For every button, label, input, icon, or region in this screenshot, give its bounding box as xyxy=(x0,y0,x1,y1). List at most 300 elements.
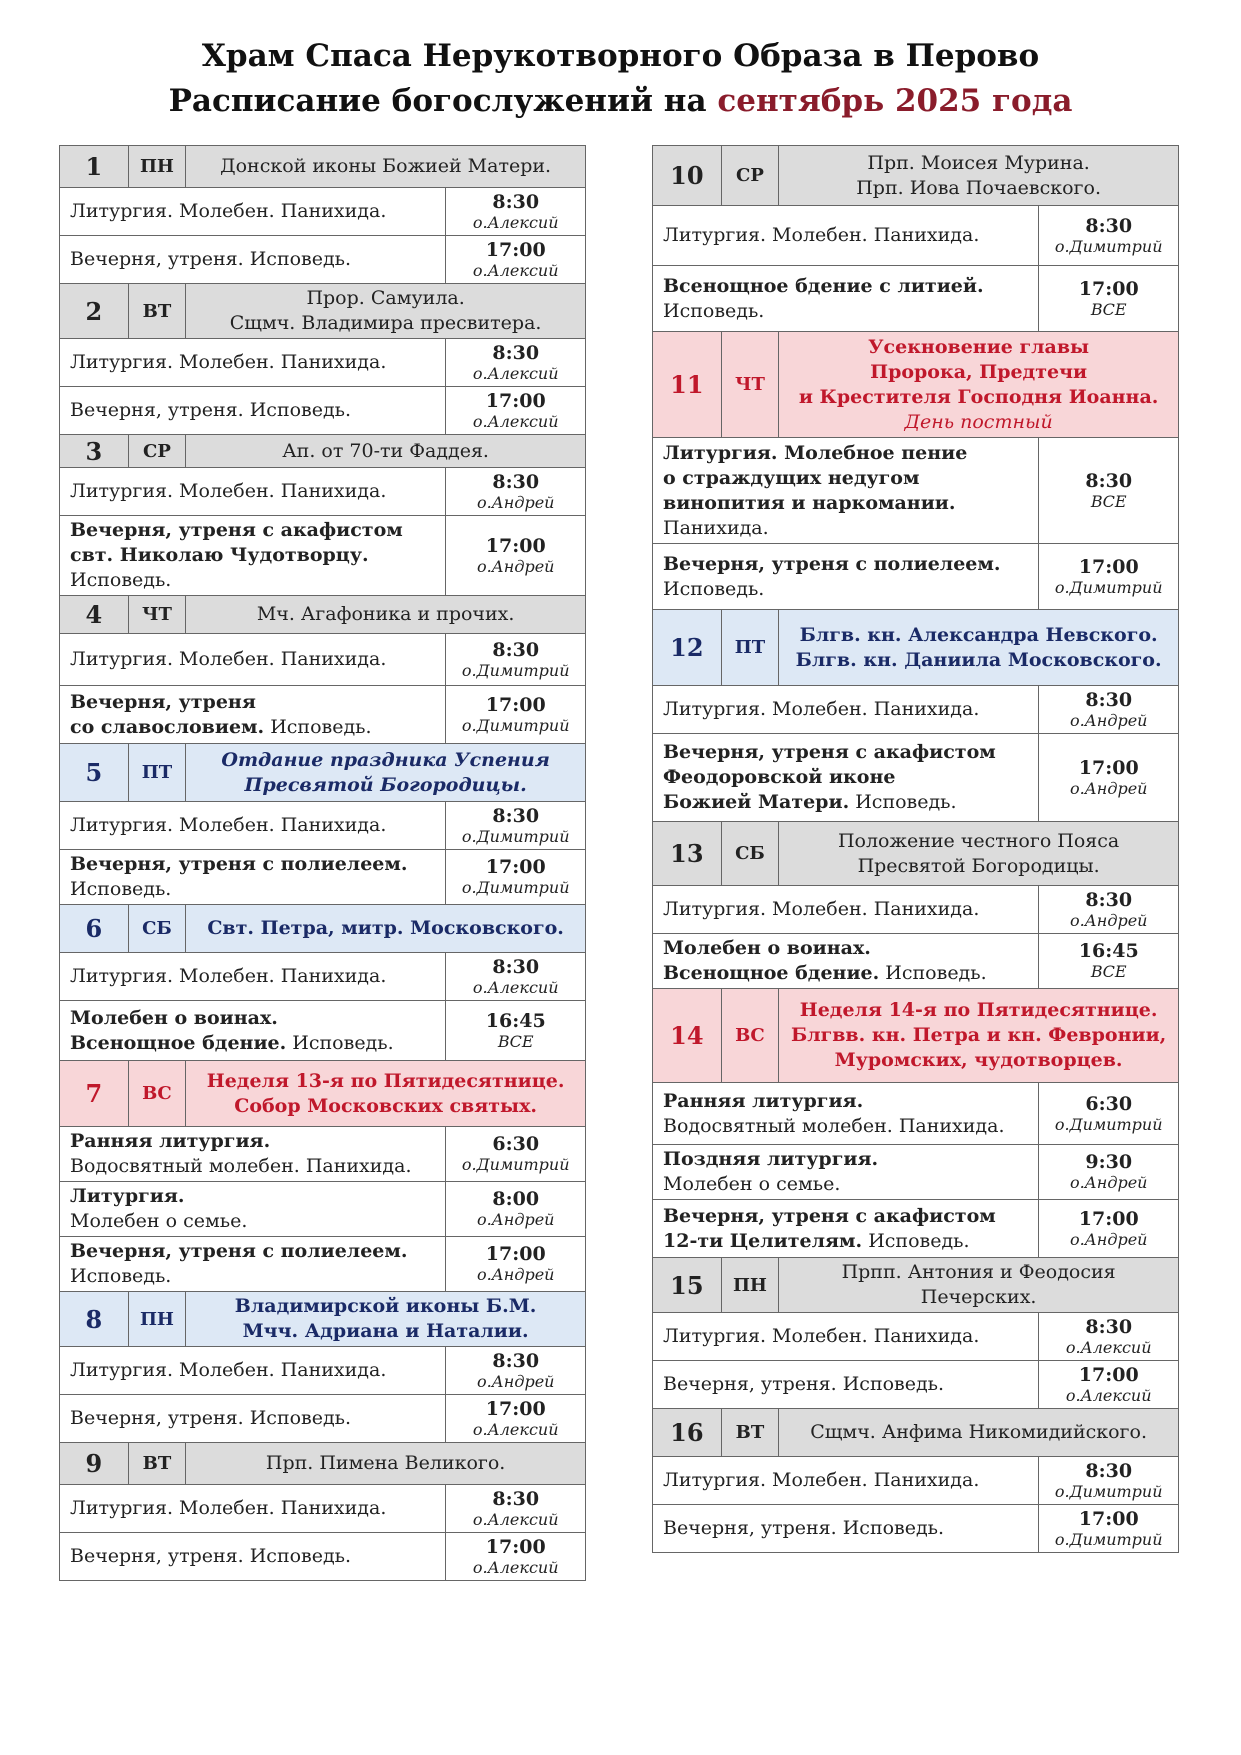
service-time: 16:45 xyxy=(485,1009,546,1032)
service-time: 17:00 xyxy=(1078,555,1139,578)
day-header-row xyxy=(60,146,586,188)
service-line xyxy=(70,1129,435,1154)
service-line xyxy=(663,299,1028,324)
service-time-cell xyxy=(1039,1083,1179,1145)
service-description xyxy=(653,1145,1039,1200)
service-bold-text: винопития и наркомании. xyxy=(663,491,956,514)
service-text: Литургия. Молебен. Панихида. xyxy=(70,1359,387,1381)
service-line xyxy=(663,274,1028,299)
service-time: 17:00 xyxy=(1078,1363,1139,1386)
service-text: Литургия. Молебен. Панихида. xyxy=(663,1469,980,1491)
priest-name: о.Димитрий xyxy=(1054,577,1163,597)
service-time-cell xyxy=(1039,544,1179,610)
service-time: 8:30 xyxy=(492,804,540,827)
service-time: 17:00 xyxy=(1078,277,1139,300)
service-line xyxy=(70,1209,435,1234)
service-bold-text: Поздняя литургия. xyxy=(663,1148,879,1170)
service-line xyxy=(663,1147,1028,1172)
service-row xyxy=(60,1001,586,1061)
service-line xyxy=(70,1239,435,1264)
priest-name: о.Димитрий xyxy=(1054,1529,1163,1549)
service-line xyxy=(663,1516,1028,1541)
service-description xyxy=(653,1361,1039,1409)
service-time-cell xyxy=(1039,1313,1179,1361)
weekday: ВТ xyxy=(128,1443,186,1485)
service-time-cell xyxy=(1039,1457,1179,1505)
priest-name: о.Димитрий xyxy=(461,1155,570,1174)
service-text: Молебен о семье. xyxy=(663,1173,841,1195)
weekday: ПН xyxy=(721,1258,779,1313)
service-line xyxy=(70,690,435,715)
service-row xyxy=(60,1485,586,1533)
service-row xyxy=(653,886,1179,934)
service-text: Исповедь. xyxy=(70,1265,172,1287)
service-row xyxy=(60,188,586,236)
service-line xyxy=(70,1358,435,1383)
service-bold-text: Литургия. Молебное пение xyxy=(663,441,968,464)
service-line xyxy=(663,1204,1028,1229)
service-time: 8:30 xyxy=(492,1487,540,1510)
feast-name xyxy=(186,1061,586,1127)
service-time-cell xyxy=(446,516,586,596)
weekday: ПН xyxy=(128,1292,186,1347)
day-header-row xyxy=(653,989,1179,1083)
day-header-row xyxy=(60,284,586,339)
service-time: 17:00 xyxy=(1078,756,1139,779)
service-row xyxy=(653,544,1179,610)
service-line xyxy=(70,1496,435,1521)
weekday: ЧТ xyxy=(721,332,779,438)
service-time-cell xyxy=(446,1395,586,1443)
service-text: Вечерня, утреня. Исповедь. xyxy=(70,399,352,421)
service-bold-text: Вечерня, утреня с акафистом xyxy=(663,1204,996,1227)
service-time: 8:30 xyxy=(1085,688,1133,711)
day-number: 13 xyxy=(653,822,722,886)
service-description xyxy=(653,266,1039,332)
title-line-2-prefix: Расписание богослужений на xyxy=(168,83,718,119)
service-line xyxy=(663,516,1028,541)
day-header-row xyxy=(653,146,1179,206)
service-time-cell xyxy=(1039,886,1179,934)
priest-name: о.Алексий xyxy=(1065,1385,1152,1405)
weekday: СР xyxy=(128,435,186,468)
service-text: Литургия. Молебен. Панихида. xyxy=(70,1497,387,1519)
service-line xyxy=(70,715,435,740)
service-time-cell xyxy=(1039,686,1179,734)
service-row xyxy=(653,438,1179,544)
priest-name: о.Алексий xyxy=(472,1509,559,1529)
feast-line: Донской иконы Божией Матери. xyxy=(220,155,552,177)
priest-name: о.Андрей xyxy=(1069,910,1148,930)
service-line xyxy=(70,964,435,989)
feast-name xyxy=(779,332,1179,438)
feast-line: Прп. Моисея Мурина. xyxy=(867,151,1090,174)
service-text: Исповедь. xyxy=(286,1031,394,1054)
service-line xyxy=(70,1154,435,1179)
priest-name: о.Димитрий xyxy=(1054,1481,1163,1501)
service-time: 8:30 xyxy=(492,341,540,364)
feast-line: Ап. от 70-ти Фаддея. xyxy=(282,439,489,462)
schedule-left-column xyxy=(59,145,586,1581)
service-line xyxy=(70,877,435,902)
service-text: Исповедь. xyxy=(70,569,172,591)
service-time-cell xyxy=(1039,206,1179,266)
service-text: Исповедь. xyxy=(70,878,172,900)
service-time-cell xyxy=(446,634,586,686)
priest-name: о.Димитрий xyxy=(461,715,570,735)
service-time: 8:30 xyxy=(1085,888,1133,911)
day-number: 9 xyxy=(60,1443,129,1485)
service-row xyxy=(60,1127,586,1182)
service-line xyxy=(70,479,435,504)
service-line xyxy=(663,552,1028,577)
service-row xyxy=(653,1083,1179,1145)
service-bold-text: Ранняя литургия. xyxy=(70,1130,271,1152)
service-time-cell xyxy=(1039,438,1179,544)
weekday: ВС xyxy=(721,989,779,1083)
priest-name: о.Димитрий xyxy=(461,660,570,680)
service-description xyxy=(60,802,446,850)
feast-line: Пресвятой Богородицы. xyxy=(244,773,527,796)
service-line xyxy=(70,568,435,593)
day-header-row xyxy=(653,332,1179,438)
service-time: 17:00 xyxy=(485,389,546,412)
service-bold-text: Вечерня, утреня с полиелеем. xyxy=(70,853,408,875)
weekday: ПТ xyxy=(721,610,779,686)
service-text: Вечерня, утреня. Исповедь. xyxy=(70,1407,352,1429)
priest-name: о.Алексий xyxy=(1065,1337,1152,1357)
service-row xyxy=(653,1200,1179,1258)
day-header-row xyxy=(60,596,586,634)
service-description xyxy=(653,1505,1039,1553)
service-row xyxy=(60,802,586,850)
priest-name: о.Алексий xyxy=(472,363,559,383)
service-time: 8:30 xyxy=(492,955,540,978)
service-line xyxy=(70,199,435,224)
day-number: 3 xyxy=(60,435,129,468)
service-time-cell xyxy=(446,953,586,1001)
service-bold-text: Вечерня, утреня с полиелеем. xyxy=(70,1240,408,1262)
service-line xyxy=(663,1468,1028,1493)
service-bold-text: Всенощное бдение с литией. xyxy=(663,274,984,297)
priest-name: о.Андрей xyxy=(476,492,555,512)
service-line xyxy=(663,1114,1028,1139)
feast-line: Прпп. Антония и Феодосия xyxy=(841,1261,1116,1283)
service-bold-text: Вечерня, утреня с полиелеем. xyxy=(663,552,1001,575)
service-time-cell xyxy=(446,236,586,284)
service-time: 8:30 xyxy=(1085,1315,1133,1338)
feast-line: Печерских. xyxy=(920,1286,1037,1308)
priest-name: о.Алексий xyxy=(472,411,559,431)
service-bold-text: Вечерня, утреня xyxy=(70,690,256,713)
service-description xyxy=(60,516,446,596)
service-row xyxy=(60,339,586,387)
service-description xyxy=(653,1457,1039,1505)
feast-line: Положение честного Пояса xyxy=(837,829,1120,852)
feast-line: Пророка, Предтечи xyxy=(870,360,1088,383)
service-text: Литургия. Молебен. Панихида. xyxy=(70,814,387,836)
day-header-row xyxy=(653,610,1179,686)
day-number: 12 xyxy=(653,610,722,686)
service-time: 8:30 xyxy=(1085,214,1133,237)
service-description xyxy=(60,1182,446,1237)
service-line xyxy=(70,543,435,568)
service-description xyxy=(60,634,446,686)
service-description xyxy=(60,1001,446,1061)
service-text: Литургия. Молебен. Панихида. xyxy=(70,965,387,987)
service-time: 8:30 xyxy=(492,1349,540,1372)
day-number: 15 xyxy=(653,1258,722,1313)
service-time: 8:30 xyxy=(1085,1459,1133,1482)
service-bold-text: Ранняя литургия. xyxy=(663,1089,864,1112)
service-description xyxy=(60,236,446,284)
service-row xyxy=(60,1395,586,1443)
service-time: 6:30 xyxy=(1085,1092,1133,1115)
day-number: 2 xyxy=(60,284,129,339)
priest-name: о.Андрей xyxy=(476,556,555,576)
service-line xyxy=(663,223,1028,248)
service-bold-text: Божией Матери. xyxy=(663,791,850,813)
service-text: Литургия. Молебен. Панихида. xyxy=(70,648,387,670)
day-header-row xyxy=(653,1409,1179,1457)
feast-line: Неделя 13-я по Пятидесятнице. xyxy=(206,1069,565,1092)
service-description xyxy=(653,886,1039,934)
service-line xyxy=(663,466,1028,491)
service-row xyxy=(653,1313,1179,1361)
service-line xyxy=(70,1184,435,1209)
service-row xyxy=(653,1457,1179,1505)
priest-name: о.Андрей xyxy=(476,1210,555,1229)
feast-line: Мч. Агафоника и прочих. xyxy=(256,603,515,625)
service-description xyxy=(60,1395,446,1443)
feast-name xyxy=(186,435,586,468)
service-text: Вечерня, утреня. Исповедь. xyxy=(70,248,352,270)
title-line-1: Храм Спаса Нерукотворного Образа в Перово xyxy=(201,38,1040,74)
priest-name: о.Димитрий xyxy=(461,826,570,846)
service-time: 17:00 xyxy=(485,238,546,261)
service-description xyxy=(653,544,1039,610)
service-bold-text: Всенощное бдение. xyxy=(70,1031,287,1054)
service-text: Литургия. Молебен. Панихида. xyxy=(663,898,980,920)
feast-name xyxy=(186,1292,586,1347)
service-time-cell xyxy=(446,1485,586,1533)
service-bold-text: Феодоровской иконе xyxy=(663,766,896,788)
service-time-cell xyxy=(1039,1361,1179,1409)
priest-name: о.Алексий xyxy=(472,212,559,232)
priest-name: ВСЕ xyxy=(1090,299,1127,319)
service-time: 8:30 xyxy=(492,470,540,493)
service-row xyxy=(60,468,586,516)
feast-line: Свт. Петра, митр. Московского. xyxy=(207,917,564,939)
service-line xyxy=(663,740,1028,765)
service-text: Водосвятный молебен. Панихида. xyxy=(70,1155,412,1177)
service-time: 17:00 xyxy=(485,1243,546,1265)
feast-name xyxy=(186,905,586,953)
day-number: 8 xyxy=(60,1292,129,1347)
service-description xyxy=(60,387,446,435)
service-line xyxy=(70,1031,435,1056)
service-line xyxy=(663,1372,1028,1397)
service-time-cell xyxy=(446,1237,586,1292)
weekday: ПТ xyxy=(128,744,186,802)
feast-name xyxy=(186,1443,586,1485)
service-line xyxy=(663,577,1028,602)
priest-name: ВСЕ xyxy=(497,1031,534,1051)
service-line xyxy=(663,961,1028,986)
service-time-cell xyxy=(446,686,586,744)
service-time: 17:00 xyxy=(485,1397,546,1420)
service-line xyxy=(70,1406,435,1431)
service-time: 17:00 xyxy=(485,1535,546,1558)
service-text: Исповедь. xyxy=(663,577,765,600)
priest-name: о.Димитрий xyxy=(1054,1114,1163,1134)
day-number: 11 xyxy=(653,332,722,438)
service-description xyxy=(60,1347,446,1395)
service-row xyxy=(653,1145,1179,1200)
feast-line: Отдание праздника Успения xyxy=(221,748,550,771)
service-time-cell xyxy=(446,1001,586,1061)
feast-line: Блгв. кн. Даниила Московского. xyxy=(795,648,1162,671)
feast-line: Блгв. кн. Александра Невского. xyxy=(799,623,1158,646)
service-line xyxy=(70,1544,435,1569)
service-row xyxy=(653,686,1179,734)
service-time-cell xyxy=(1039,734,1179,822)
service-line xyxy=(70,647,435,672)
service-row xyxy=(60,850,586,905)
service-line xyxy=(70,247,435,272)
service-bold-text: свт. Николаю Чудотворцу. xyxy=(70,544,369,566)
service-line xyxy=(663,765,1028,790)
priest-name: о.Андрей xyxy=(476,1265,555,1284)
feast-line: Прп. Иова Почаевского. xyxy=(856,176,1101,199)
service-text: Исповедь. xyxy=(849,791,957,813)
feast-name xyxy=(779,1409,1179,1457)
service-row xyxy=(60,387,586,435)
day-number: 5 xyxy=(60,744,129,802)
feast-name xyxy=(779,610,1179,686)
service-row xyxy=(60,686,586,744)
service-bold-text: Вечерня, утреня с акафистом xyxy=(663,741,996,763)
service-time-cell xyxy=(446,1533,586,1581)
service-line xyxy=(663,1089,1028,1114)
weekday: СР xyxy=(721,146,779,206)
feast-line: День постный xyxy=(904,410,1053,433)
service-line xyxy=(70,852,435,877)
feast-line: Владимирской иконы Б.М. xyxy=(234,1295,537,1317)
day-number: 10 xyxy=(653,146,722,206)
service-bold-text: Всенощное бдение. xyxy=(663,962,880,984)
service-line xyxy=(663,697,1028,722)
service-line xyxy=(70,813,435,838)
service-description xyxy=(60,188,446,236)
service-description xyxy=(60,686,446,744)
service-row xyxy=(60,516,586,596)
priest-name: ВСЕ xyxy=(1090,962,1127,981)
service-description xyxy=(60,1127,446,1182)
service-time: 16:45 xyxy=(1078,940,1139,962)
service-time: 8:30 xyxy=(492,638,540,661)
service-text: Исповедь. xyxy=(663,299,765,322)
service-text: Панихида. xyxy=(663,516,769,539)
service-line xyxy=(663,491,1028,516)
service-text: Литургия. Молебен. Панихида. xyxy=(70,351,387,373)
service-line xyxy=(70,1006,435,1031)
service-text: Вечерня, утреня. Исповедь. xyxy=(663,1373,945,1395)
feast-name xyxy=(186,284,586,339)
service-bold-text: 12-ти Целителям. xyxy=(663,1229,863,1252)
service-description xyxy=(60,1533,446,1581)
day-header-row xyxy=(60,1443,586,1485)
service-row xyxy=(60,1237,586,1292)
service-row xyxy=(653,206,1179,266)
service-time-cell xyxy=(1039,934,1179,989)
feast-line: Мчч. Адриана и Наталии. xyxy=(242,1320,529,1342)
service-description xyxy=(653,438,1039,544)
service-line xyxy=(70,398,435,423)
priest-name: о.Андрей xyxy=(1069,778,1148,798)
service-time: 17:00 xyxy=(1078,1207,1139,1230)
service-text: Литургия. Молебен. Панихида. xyxy=(663,1325,980,1347)
service-row xyxy=(653,734,1179,822)
service-time-cell xyxy=(446,468,586,516)
service-time-cell xyxy=(1039,1200,1179,1258)
feast-line: Неделя 14-я по Пятидесятнице. xyxy=(799,999,1158,1021)
page-title xyxy=(0,34,1241,124)
service-time-cell xyxy=(446,1347,586,1395)
feast-line: Сщмч. Владимира пресвитера. xyxy=(229,312,542,334)
feast-line: Муромских, чудотворцев. xyxy=(834,1049,1123,1071)
service-time: 9:30 xyxy=(1085,1151,1133,1173)
weekday: ЧТ xyxy=(128,596,186,634)
service-line xyxy=(663,1324,1028,1349)
priest-name: о.Андрей xyxy=(1069,710,1148,730)
weekday: ВС xyxy=(128,1061,186,1127)
service-description xyxy=(60,468,446,516)
day-header-row xyxy=(653,1258,1179,1313)
priest-name: о.Андрей xyxy=(1069,1173,1148,1192)
service-bold-text: Вечерня, утреня с акафистом xyxy=(70,519,403,541)
service-description xyxy=(60,850,446,905)
day-header-row xyxy=(60,435,586,468)
service-time-cell xyxy=(446,850,586,905)
priest-name: о.Алексий xyxy=(472,1419,559,1439)
service-row xyxy=(60,634,586,686)
service-time-cell xyxy=(446,1182,586,1237)
priest-name: ВСЕ xyxy=(1090,491,1127,511)
service-row xyxy=(653,1505,1179,1553)
feast-name xyxy=(779,989,1179,1083)
service-text: Литургия. Молебен. Панихида. xyxy=(663,224,980,246)
service-time: 17:00 xyxy=(1078,1507,1139,1530)
service-description xyxy=(653,934,1039,989)
service-row xyxy=(60,236,586,284)
day-header-row xyxy=(60,905,586,953)
service-text: Исповедь. xyxy=(879,962,987,984)
feast-name xyxy=(779,146,1179,206)
priest-name: о.Димитрий xyxy=(1054,236,1163,256)
priest-name: о.Димитрий xyxy=(461,878,570,897)
day-header-row xyxy=(60,1061,586,1127)
service-bold-text: о страждущих недугом xyxy=(663,466,920,489)
day-number: 6 xyxy=(60,905,129,953)
day-header-row xyxy=(60,1292,586,1347)
weekday: ВТ xyxy=(721,1409,779,1457)
service-text: Исповедь. xyxy=(264,715,372,738)
service-text: Вечерня, утреня. Исповедь. xyxy=(70,1545,352,1567)
schedule-right-column xyxy=(652,145,1179,1553)
service-row xyxy=(653,934,1179,989)
service-description xyxy=(653,686,1039,734)
